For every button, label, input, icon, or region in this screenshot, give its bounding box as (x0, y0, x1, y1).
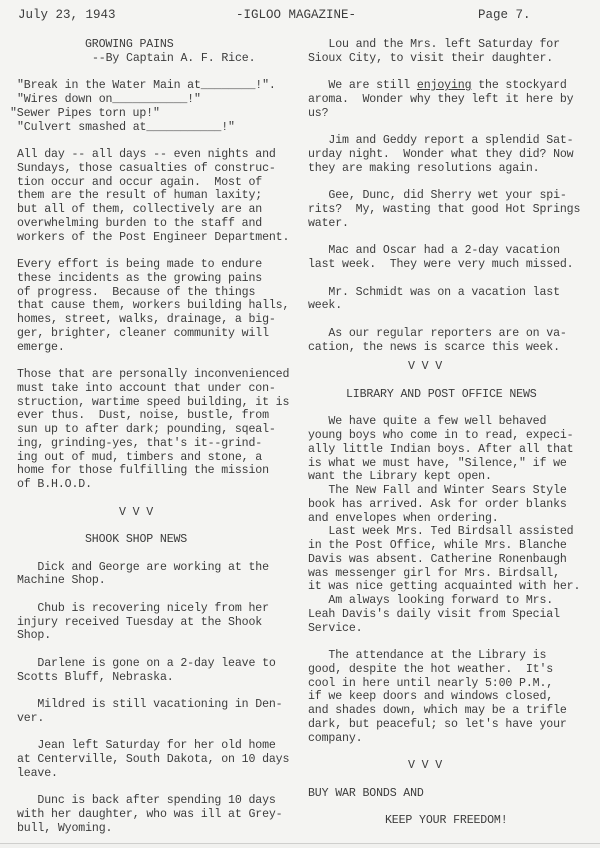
text-line: is what we must have, "Silence," if we (308, 456, 567, 470)
text-line: Service. (308, 621, 363, 635)
news-item (17, 794, 297, 835)
underlined-word: enjoying (416, 79, 472, 93)
text-line (308, 79, 593, 93)
text-line: it was nice getting acquainted with her. (308, 580, 581, 594)
news-item (17, 602, 297, 643)
text-line: with her daughter, who was ill at Grey- (17, 808, 283, 821)
text-line: Shop. (17, 629, 52, 643)
text-line: Dunc is back after spending 10 days (17, 794, 276, 808)
text-line: in the Post Office, while Mrs. Blanche (308, 539, 567, 552)
text-line: urday night. Wonder what they did? Now (308, 148, 574, 161)
text-line: The New Fall and Winter Sears Style (308, 484, 567, 497)
text-line: must take into account that under con- (17, 381, 276, 395)
left-column (10, 38, 297, 836)
text-line: Lou and the Mrs. left Saturday for (308, 38, 560, 51)
text-line: cool in here until nearly 5:00 P.M., (308, 676, 554, 690)
quote-line: "Sewer Pipes torn up!" (10, 106, 160, 120)
text-line: Last week Mrs. Ted Birdsall assisted (308, 525, 574, 539)
text-line: that cause them, workers building halls, (17, 299, 290, 313)
paragraph (17, 148, 297, 244)
text-line: of B.H.O.D. (17, 478, 92, 491)
text-line: at Centerville, South Dakota, on 10 days (17, 753, 290, 766)
text-line: bull, Wyoming. (17, 821, 113, 835)
text-line: Mildred is still vacationing in Den- (17, 698, 283, 711)
text-line: and envelopes when ordering. (308, 511, 499, 525)
text-line: Those that are personally inconvenienced (17, 368, 290, 381)
text-line: they are making resolutions again. (308, 161, 540, 175)
news-item (17, 698, 297, 726)
news-item (308, 38, 593, 66)
news-item (17, 561, 297, 589)
text-line: ing, grinding-yes, that's it--grind- (17, 436, 263, 450)
text-line: book has arrived. Ask for order blanks (308, 497, 567, 511)
text-line: aroma. Wonder why they left it here by (308, 93, 574, 106)
text-line: Leah Davis's daily visit from Special (308, 607, 560, 621)
text-line: company. (308, 731, 363, 745)
text-line: tion occur and occur again. Most of (17, 175, 263, 189)
text-line: As our regular reporters are on va- (308, 326, 567, 340)
paragraph (308, 415, 593, 635)
text-line: overwhelming burden to the staff and (17, 216, 263, 230)
paragraph (17, 368, 297, 492)
issue-date: July 23, 1943 (18, 8, 116, 22)
text-line: emerge. (17, 340, 65, 354)
magazine-title: -IGLOO MAGAZINE- (236, 8, 357, 22)
quote-line: "Break in the Water Main at________!". (17, 79, 276, 93)
text-line: Every effort is being made to endure (17, 258, 263, 271)
quote-line: "Culvert smashed at___________!" (17, 120, 235, 134)
text-line: but all of them, collectively are an (17, 203, 263, 216)
text-line: water. (308, 216, 349, 230)
text-line: Gee, Dunc, did Sherry wet your spi- (308, 189, 567, 203)
article-title-shook-shop-news: SHOOK SHOP NEWS (85, 533, 188, 546)
text-line: Jim and Geddy report a splendid Sat- (308, 134, 574, 148)
text-line: ger, brighter, cleaner community will (17, 326, 269, 340)
text-line: All day -- all days -- even nights and (17, 148, 276, 161)
text-line: cation, the news is scarce this week. (308, 340, 560, 354)
text-line: workers of the Post Engineer Department. (17, 230, 290, 244)
news-item (308, 189, 593, 230)
text-line: Chub is recovering nicely from her (17, 601, 269, 615)
text-line: and shades down, which may be a trifle (308, 704, 567, 717)
news-item (308, 79, 593, 120)
section-separator: V V V (119, 505, 154, 519)
text-line: homes, street, walks, drainage, a big- (17, 313, 276, 326)
text-line: Darlene is gone on a 2-day leave to (17, 656, 276, 670)
page-number: Page 7. (478, 8, 531, 22)
text-line: Am always looking forward to Mrs. (308, 594, 554, 607)
text-line: Sundays, those casualties of construc- (17, 161, 276, 175)
news-item (17, 657, 297, 685)
text-line: home for those fulfilling the mission (17, 464, 269, 478)
text-line: ing out of mud, timbers and stone, a (17, 450, 263, 464)
text-fragment: the stockyard (471, 79, 567, 93)
text-line: Sioux City, to visit their daughter. (308, 51, 554, 65)
news-item (308, 327, 593, 355)
text-line: these incidents as the growing pains (17, 271, 263, 285)
text-line: was messenger girl for Mrs. Birdsall, (308, 566, 560, 580)
text-line: We have quite a few well behaved (308, 415, 547, 429)
text-line: sun up to after dark; pounding, sqeal- (17, 423, 276, 436)
news-item (17, 739, 297, 780)
text-line: Dick and George are working at the (17, 560, 269, 574)
article-byline: --By Captain A. F. Rice. (92, 51, 256, 65)
news-item (308, 286, 593, 314)
paragraph (17, 258, 297, 354)
text-line: Mac and Oscar had a 2-day vacation (308, 244, 560, 258)
text-line: The attendance at the Library is (308, 649, 547, 662)
right-column (308, 38, 593, 828)
text-line: week. (308, 299, 343, 313)
text-line: them are the result of human laxity; (17, 189, 263, 203)
text-line: if we keep doors and windows closed, (308, 690, 554, 704)
text-line: Machine Shop. (17, 574, 106, 588)
text-line: leave. (17, 766, 58, 780)
text-line: Jean left Saturday for her old home (17, 739, 276, 753)
text-line: of progress. Because of the things (17, 285, 256, 299)
text-line: want the Library kept open. (308, 470, 492, 484)
text-line: injury received Tuesday at the Shook (17, 615, 263, 629)
page-header (18, 8, 588, 24)
text-line: us? (308, 106, 329, 120)
text-line: rits? My, wasting that good Hot Springs (308, 203, 581, 216)
text-line: young boys who come in to read, expeci- (308, 429, 574, 442)
text-line: ally little Indian boys. After all that (308, 442, 574, 456)
closing-line-2: KEEP YOUR FREEDOM! (385, 814, 508, 827)
article-title-library-news: LIBRARY AND POST OFFICE NEWS (346, 387, 537, 401)
text-line: Scotts Bluff, Nebraska. (17, 670, 174, 684)
text-line: ever thus. Dust, noise, bustle, from (17, 409, 269, 423)
closing-line-1: BUY WAR BONDS AND (308, 786, 424, 800)
section-separator: V V V (408, 360, 443, 374)
text-line: Davis was absent. Catherine Ronenbaugh (308, 552, 567, 566)
text-line: good, despite the hot weather. It's (308, 662, 554, 676)
section-separator: V V V (408, 759, 443, 772)
text-line: dark, but peaceful; so let's have your (308, 717, 567, 731)
paragraph (308, 649, 593, 745)
text-line: last week. They were very much missed. (308, 258, 574, 271)
text-line: struction, wartime speed building, it is (17, 395, 290, 409)
news-item (308, 244, 593, 272)
quote-line: "Wires down on___________!" (17, 93, 201, 106)
text-line: Mr. Schmidt was on a vacation last (308, 285, 560, 299)
article-title-growing-pains: GROWING PAINS (85, 38, 174, 51)
news-item (308, 134, 593, 175)
text-line: ver. (17, 711, 45, 725)
text-fragment: We are still (308, 79, 417, 93)
